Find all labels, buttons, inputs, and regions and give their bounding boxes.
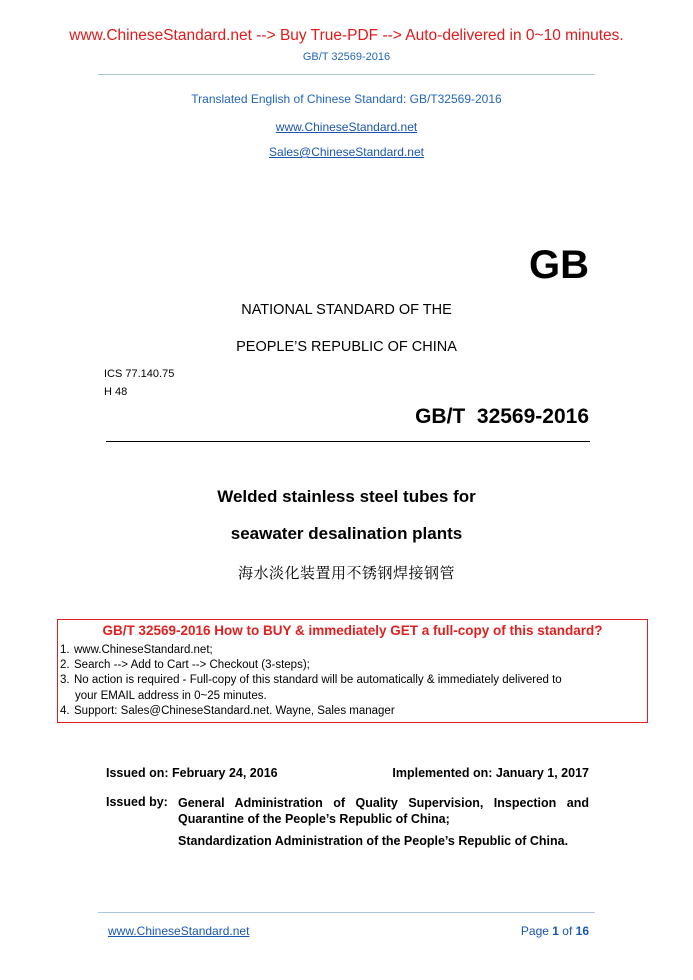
ics-code: ICS 77.140.75 (104, 368, 175, 380)
email-link[interactable]: Sales@ChineseStandard.net (269, 145, 424, 159)
list-number: 1. (60, 644, 70, 656)
title-line-2: seawater desalination plants (230, 524, 463, 543)
page-prefix: Page (520, 924, 553, 938)
gb-mark: GB (529, 243, 589, 287)
header-standard-code: GB/T 32569-2016 (302, 51, 391, 63)
national-standard-line-1: NATIONAL STANDARD OF THE (241, 302, 452, 318)
page-current: 1 (552, 924, 559, 938)
list-item (60, 673, 562, 688)
purchase-banner: www.ChineseStandard.net --> Buy True-PDF --> Auto-delivered in 0~10 minutes. (69, 27, 624, 44)
issued-on-date: Issued on: February 24, 2016 (106, 766, 278, 780)
list-item-continuation: your EMAIL address in 0~25 minutes. (75, 689, 267, 702)
implemented-on-date: Implemented on: January 1, 2017 (392, 766, 589, 780)
page-number (521, 924, 589, 938)
list-item (60, 643, 562, 658)
category-code: H 48 (104, 386, 128, 398)
national-standard-line-2: PEOPLE’S REPUBLIC OF CHINA (236, 339, 457, 355)
issued-by-label: Issued by: (106, 795, 168, 809)
website-link[interactable]: www.ChineseStandard.net (275, 120, 418, 134)
header-divider (98, 74, 595, 75)
issuing-authorities (178, 795, 589, 855)
list-text: No action is required - Full-copy of this standard will be automatically & immediately delivered to (74, 674, 562, 687)
list-number: 3. (60, 674, 70, 687)
footer-divider (98, 912, 595, 913)
list-number: 4. (60, 704, 70, 717)
list-number: 2. (60, 659, 70, 672)
email-link-row (0, 143, 693, 161)
list-item (60, 704, 562, 719)
list-text: www.ChineseStandard.net; (74, 644, 213, 656)
page-of: of (558, 924, 576, 938)
footer-website-link[interactable]: www.ChineseStandard.net (108, 924, 250, 938)
standard-number: GB/T 32569-2016 (415, 405, 589, 428)
list-text: Support: Sales@ChineseStandard.net. Wayne, Sales manager (74, 704, 395, 717)
list-text: Search --> Add to Cart --> Checkout (3-steps); (74, 659, 310, 672)
purchase-steps-list (60, 643, 562, 719)
title-rule (106, 441, 590, 442)
purchase-info-box (57, 619, 648, 723)
issuer-sac: Standardization Administration of the People’s Republic of China. (178, 834, 569, 848)
purchase-heading: GB/T 32569-2016 How to BUY & immediately GET a full-copy of this standard? (102, 623, 603, 638)
title-line-1: Welded stainless steel tubes for (217, 487, 476, 506)
website-link-row (0, 118, 693, 136)
list-item (60, 658, 562, 673)
page-total: 16 (575, 924, 589, 938)
issuer-aqsiq: General Administration of Quality Supervision, Inspection and Quarantine of the People’s Republic of China; (178, 796, 589, 826)
translated-notice: Translated English of Chinese Standard: GB/T32569-2016 (191, 92, 502, 106)
chinese-title: 海水淡化装置用不锈钢焊接钢管 (237, 564, 455, 582)
